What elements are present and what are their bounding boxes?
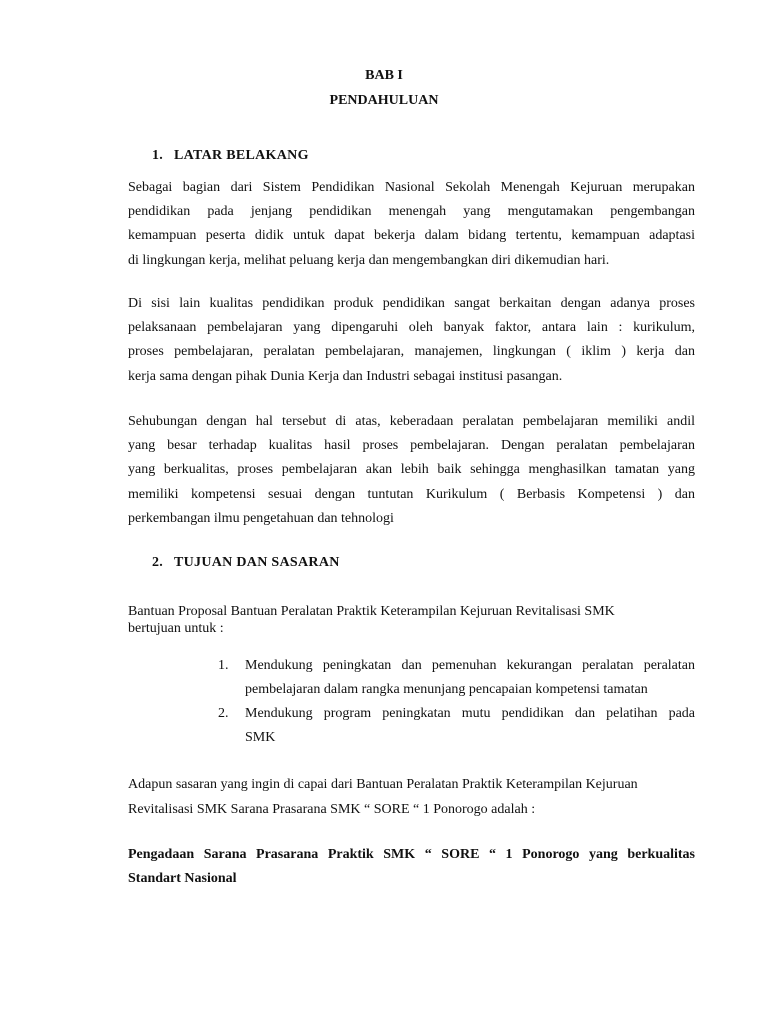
paragraph-3: [128, 410, 695, 531]
list-item: [218, 654, 695, 702]
section-1-title: LATAR BELAKANG: [174, 148, 309, 163]
paragraph-line: perkembangan ilmu pengetahuan dan tehnologi: [128, 510, 394, 526]
section-2-title: TUJUAN DAN SASARAN: [174, 555, 340, 570]
list-item-line: pembelajaran dalam rangka menunjang pencapaian kompetensi tamatan: [245, 682, 648, 697]
intro-line: bertujuan untuk :: [128, 621, 224, 636]
chapter-number: BAB I: [365, 68, 403, 83]
target-line: Pengadaan Sarana Prasarana Praktik SMK “ SORE “ 1 Ponorogo yang berkualitas: [128, 847, 695, 862]
list-item-number: 2.: [218, 706, 229, 721]
objectives-list: [218, 654, 695, 750]
paragraph-line: kemampuan peserta didik untuk dapat bekerja dalam bidang tertentu, kemampuan adaptasi: [128, 228, 695, 244]
section-2-heading: [152, 555, 340, 571]
paragraph-line: yang besar terhadap kualitas hasil proses pembelajaran. Dengan peralatan pembelajaran: [128, 438, 695, 454]
paragraph-line: Sebagai bagian dari Sistem Pendidikan Nasional Sekolah Menengah Kejuruan merupakan: [128, 180, 695, 195]
paragraph-line: proses pembelajaran, peralatan pembelajaran, manajemen, lingkungan ( iklim ) kerja dan: [128, 344, 695, 360]
section-2-intro: [128, 603, 695, 637]
sasaran-paragraph: [128, 772, 695, 822]
section-1-number: 1.: [152, 148, 164, 163]
sasaran-line: Adapun sasaran yang ingin di capai dari Bantuan Peralatan Praktik Keterampilan Kejuruan: [128, 777, 638, 792]
section-2-number: 2.: [152, 555, 164, 570]
paragraph-line: yang berkualitas, proses pembelajaran akan lebih baik sehingga menghasilkan tamatan yang: [128, 462, 695, 478]
section-1-heading: [152, 148, 309, 164]
list-item: [218, 702, 695, 750]
list-item-line: SMK: [245, 730, 276, 745]
paragraph-2: [128, 292, 695, 389]
list-item-number: 1.: [218, 658, 229, 673]
list-item-line: Mendukung program peningkatan mutu pendidikan dan pelatihan pada: [245, 706, 695, 721]
chapter-title: PENDAHULUAN: [329, 93, 439, 108]
paragraph-1: [128, 176, 695, 273]
sasaran-line: Revitalisasi SMK Sarana Prasarana SMK “ SORE “ 1 Ponorogo adalah :: [128, 802, 536, 817]
intro-line: Bantuan Proposal Bantuan Peralatan Praktik Keterampilan Kejuruan Revitalisasi SMK: [128, 604, 615, 619]
paragraph-line: Sehubungan dengan hal tersebut di atas, keberadaan peralatan pembelajaran memiliki andil: [128, 414, 695, 429]
paragraph-line: pelaksanaan pembelajaran yang dipengaruhi oleh banyak faktor, antara lain : kurikulum,: [128, 320, 695, 336]
paragraph-line: kerja sama dengan pihak Dunia Kerja dan Industri sebagai institusi pasangan.: [128, 368, 563, 384]
paragraph-line: pendidikan pada jenjang pendidikan menengah yang mengutamakan pengembangan: [128, 204, 695, 220]
target-line: Standart Nasional: [128, 871, 237, 886]
paragraph-line: Di sisi lain kualitas pendidikan produk pendidikan sangat berkaitan dengan adanya proses: [128, 296, 695, 311]
paragraph-line: di lingkungan kerja, melihat peluang kerja dan mengembangkan diri dikemudian hari.: [128, 252, 610, 268]
paragraph-line: memiliki kompetensi sesuai dengan tuntutan Kurikulum ( Berbasis Kompetensi ) dan: [128, 486, 695, 502]
list-item-line: Mendukung peningkatan dan pemenuhan kekurangan peralatan peralatan: [245, 658, 695, 673]
target-statement: [128, 843, 695, 891]
